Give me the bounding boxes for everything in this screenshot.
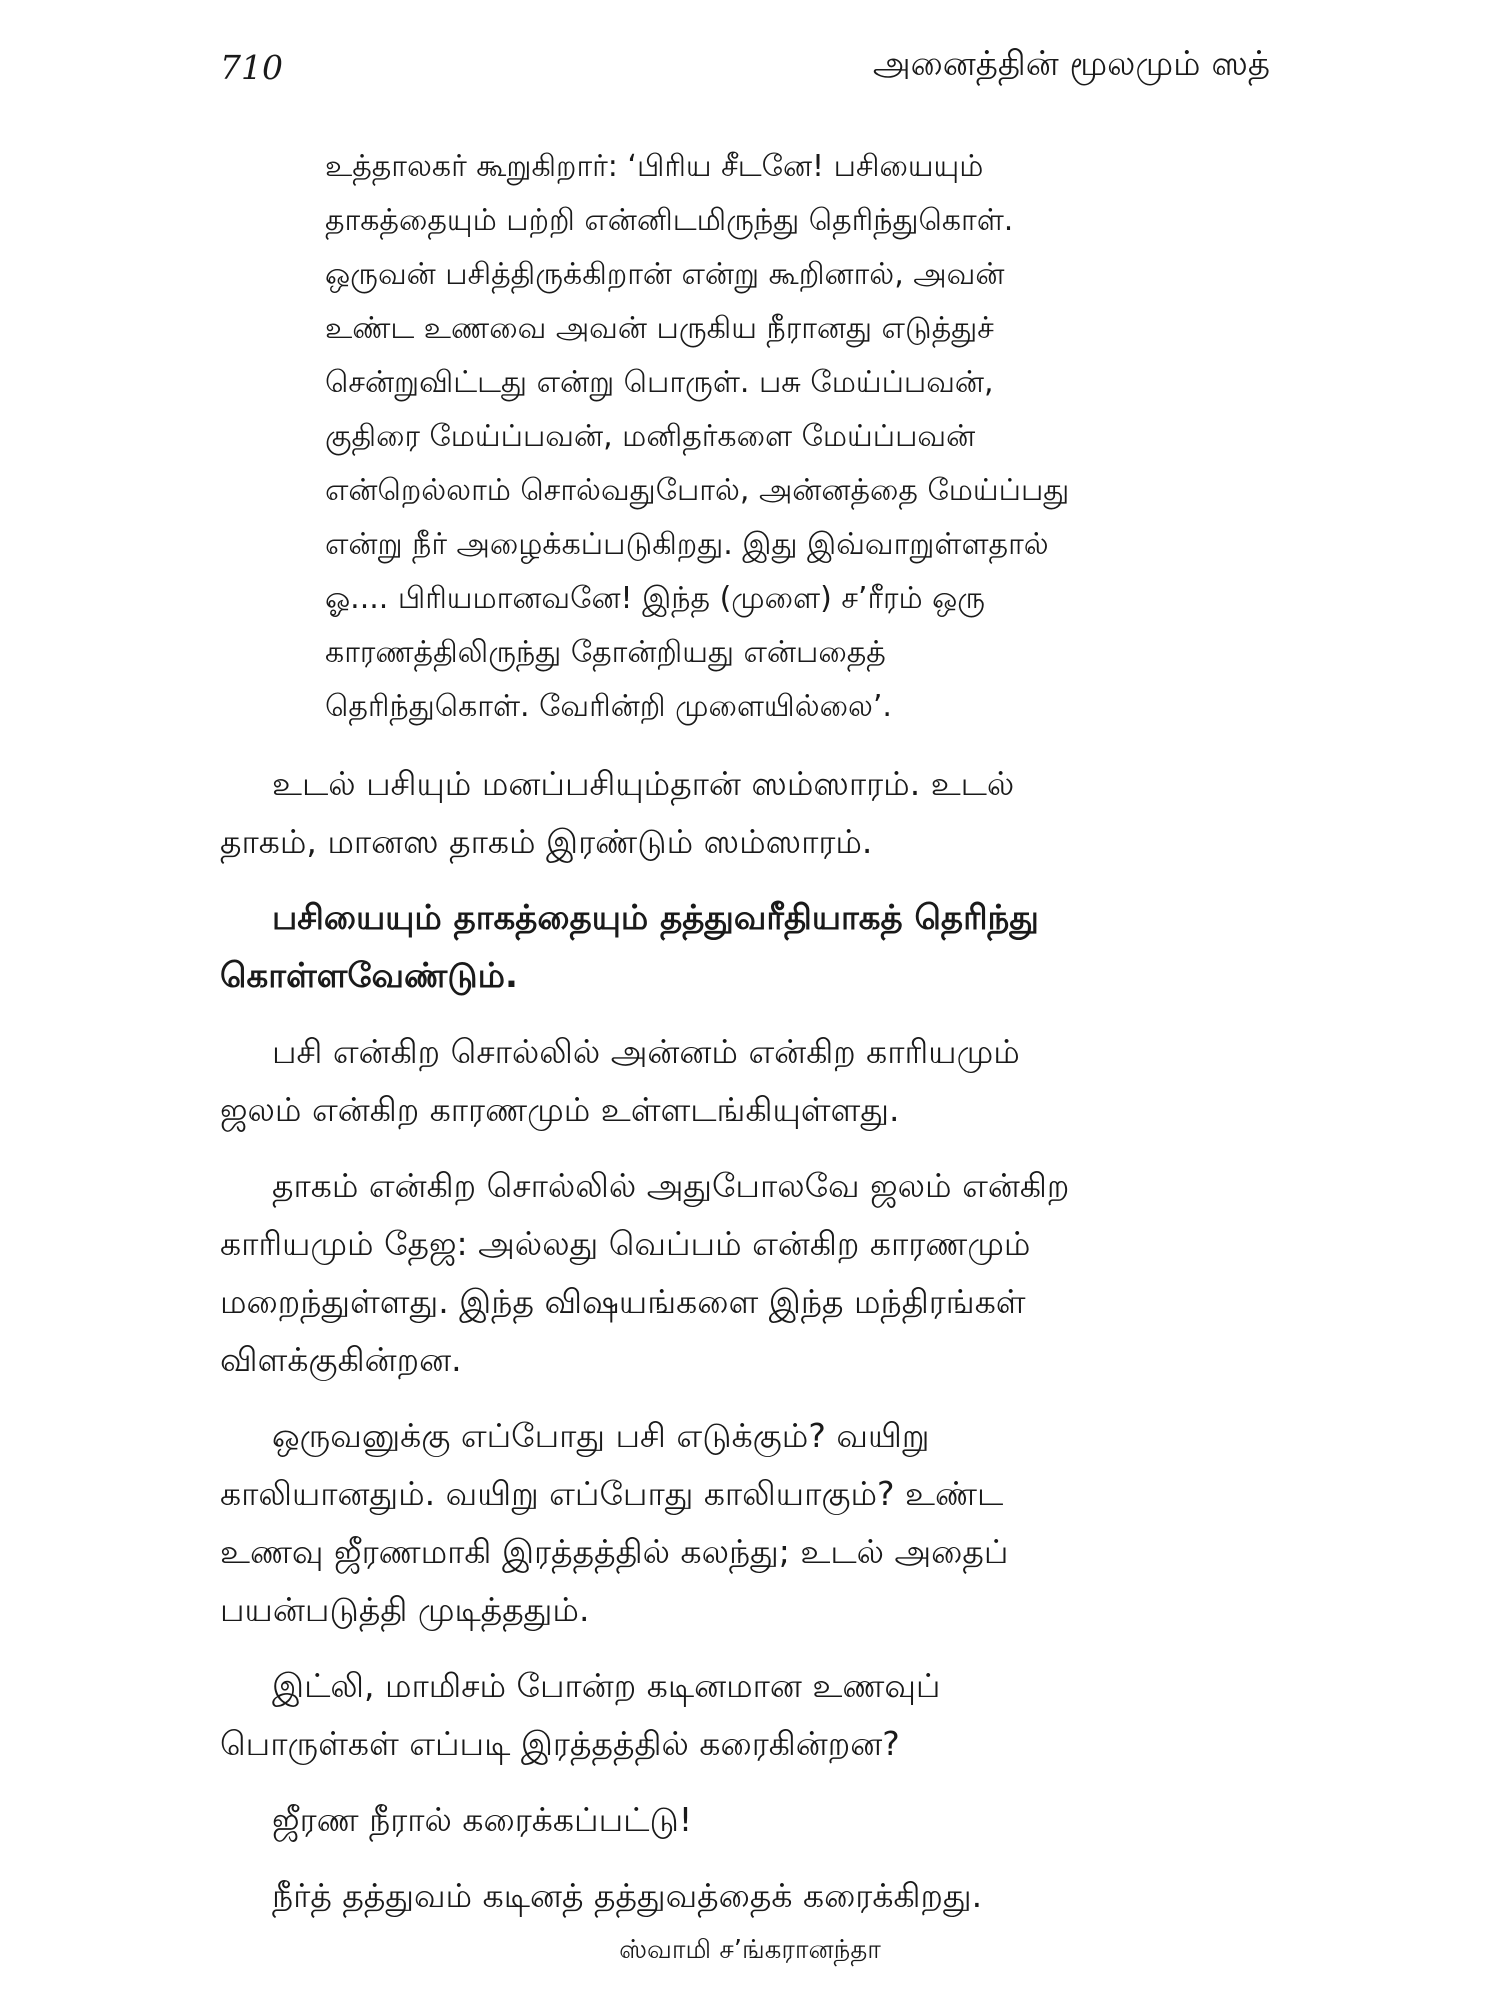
paragraph-line: இட்லி, மாமிசம் போன்ற கடினமான உணவுப் bbox=[272, 1666, 941, 1705]
paragraph bbox=[220, 1157, 1260, 1389]
paragraph-line: ஜலம் என்கிற காரணமும் உள்ளடங்கியுள்ளது. bbox=[220, 1090, 900, 1129]
quote-line: குதிரை மேய்ப்பவன், மனிதர்களை மேய்ப்பவன் bbox=[325, 419, 976, 454]
quote-line: காரணத்திலிருந்து தோன்றியது என்பதைத் bbox=[325, 635, 886, 670]
paragraph-line: விளக்குகின்றன. bbox=[220, 1340, 462, 1379]
paragraph-line: மறைந்துள்ளது. இந்த விஷயங்களை இந்த மந்திரங்கள் bbox=[220, 1282, 1026, 1321]
paragraph-line: நீர்த் தத்துவம் கடினத் தத்துவத்தைக் கரைக்கிறது. bbox=[272, 1876, 983, 1915]
quote-line: ஒருவன் பசித்திருக்கிறான் என்று கூறினால், அவன் bbox=[325, 257, 1005, 292]
block-quote bbox=[325, 140, 1255, 734]
paragraph-line: தாகம், மானஸ தாகம் இரண்டும் ஸம்ஸாரம். bbox=[220, 822, 873, 861]
paragraph bbox=[220, 1657, 1260, 1773]
paragraph bbox=[220, 1407, 1260, 1639]
paragraph-line: பசி என்கிற சொல்லில் அன்னம் என்கிற காரியமும் bbox=[272, 1032, 1020, 1071]
paragraph-line: ஒருவனுக்கு எப்போது பசி எடுக்கும்? வயிறு bbox=[272, 1416, 930, 1455]
paragraph bbox=[220, 1867, 1260, 1925]
paragraph-line: உணவு ஜீரணமாகி இரத்தத்தில் கலந்து; உடல் அதைப் bbox=[220, 1532, 1009, 1571]
paragraph-line: பயன்படுத்தி முடித்ததும். bbox=[220, 1590, 590, 1629]
body-text bbox=[220, 755, 1260, 1943]
page-footer bbox=[0, 1935, 1500, 1968]
quote-line: உண்ட உணவை அவன் பருகிய நீரானது எடுத்துச் bbox=[325, 311, 994, 346]
paragraph bbox=[220, 1791, 1260, 1849]
paragraph-line: தாகம் என்கிற சொல்லில் அதுபோலவே ஜலம் என்கிற bbox=[272, 1166, 1070, 1205]
page-header bbox=[220, 42, 1270, 102]
paragraph-line: காரியமும் தேஜ: அல்லது வெப்பம் என்கிற காரணமும் bbox=[220, 1224, 1031, 1263]
paragraph-line: ஜீரண நீரால் கரைக்கப்பட்டு! bbox=[272, 1800, 693, 1839]
paragraph-line: உடல் பசியும் மனப்பசியும்தான் ஸம்ஸாரம். உடல் bbox=[272, 764, 1015, 803]
paragraph-line: காலியானதும். வயிறு எப்போது காலியாகும்? உண்ட bbox=[220, 1474, 1004, 1513]
paragraph-line: பசியையும் தாகத்தையும் தத்துவரீதியாகத் தெரிந்து bbox=[272, 898, 1039, 938]
paragraph bbox=[220, 1023, 1260, 1139]
bold-statement bbox=[220, 889, 1260, 1005]
page-number: 710 bbox=[220, 48, 283, 87]
quote-line: உத்தாலகர் கூறுகிறார்: ‘பிரிய சீடனே! பசியையும் bbox=[325, 149, 984, 184]
running-title: அனைத்தின் மூலமும் ஸத் bbox=[872, 44, 1270, 84]
quote-line: ஓ.... பிரியமானவனே! இந்த (முளை) ச’ரீரம் ஒரு bbox=[325, 581, 986, 616]
author-name: ஸ்வாமி ச’ங்கரானந்தா bbox=[619, 1935, 881, 1965]
quote-line: சென்றுவிட்டது என்று பொருள். பசு மேய்ப்பவன், bbox=[325, 365, 994, 400]
paragraph-line: கொள்ளவேண்டும். bbox=[220, 956, 518, 996]
quote-line: தெரிந்துகொள். வேரின்றி முளையில்லை’. bbox=[325, 689, 892, 724]
quote-line: என்றெல்லாம் சொல்வதுபோல், அன்னத்தை மேய்ப்பது bbox=[325, 473, 1070, 508]
paragraph-line: பொருள்கள் எப்படி இரத்தத்தில் கரைகின்றன? bbox=[220, 1724, 900, 1763]
quote-line: என்று நீர் அழைக்கப்படுகிறது. இது இவ்வாறுள்ளதால் bbox=[325, 527, 1049, 562]
paragraph bbox=[220, 755, 1260, 871]
quote-line: தாகத்தையும் பற்றி என்னிடமிருந்து தெரிந்துகொள். bbox=[325, 203, 1014, 238]
